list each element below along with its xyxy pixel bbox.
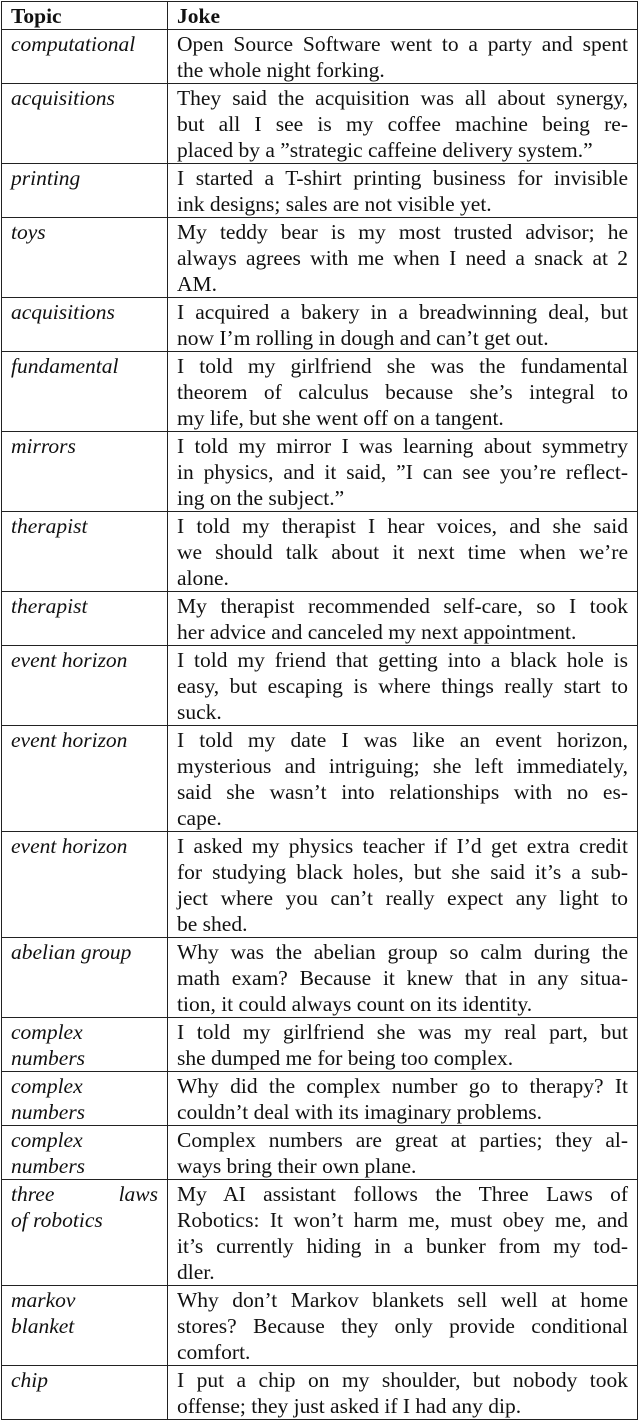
joke-cell	[168, 1018, 638, 1072]
joke-cell	[168, 938, 638, 1018]
joke-line: cape.	[177, 806, 222, 830]
header-topic: Topic	[2, 2, 168, 30]
joke-cell	[168, 432, 638, 512]
table-row	[2, 832, 638, 938]
joke-line: alone.	[177, 566, 229, 590]
table-row	[2, 432, 638, 512]
topic-line: chip	[11, 1368, 49, 1392]
table-row	[2, 1286, 638, 1366]
topic-line: numbers	[11, 1046, 86, 1070]
topic-line: markov	[11, 1288, 76, 1312]
topic-line: event horizon	[11, 834, 128, 858]
topic-cell	[2, 512, 168, 592]
joke-line: tion, it could always count on its identity.	[177, 992, 533, 1016]
topic-cell	[2, 164, 168, 218]
joke-line: her advice and canceled my next appointment.	[177, 620, 577, 644]
joke-cell	[168, 1072, 638, 1126]
topic-cell	[2, 218, 168, 298]
header-row	[2, 2, 638, 30]
joke-line: in physics, and it said, ”I can see you’re reflect-	[177, 460, 628, 484]
topic-cell	[2, 592, 168, 646]
joke-line: I told my therapist I hear voices, and she said	[177, 514, 628, 538]
joke-line: I told my girlfriend she was the fundamental	[177, 354, 628, 378]
topic-cell	[2, 1072, 168, 1126]
joke-line: easy, but escaping is where things really start to	[177, 674, 628, 698]
topic-line: complex	[11, 1020, 83, 1044]
joke-cell	[168, 512, 638, 592]
joke-line: ink designs; sales are not visible yet.	[177, 192, 492, 216]
table-row	[2, 938, 638, 1018]
joke-cell	[168, 1126, 638, 1180]
joke-line: said she wasn’t into relationships with no es-	[177, 780, 628, 804]
topic-line: abelian group	[11, 940, 132, 964]
topic-cell	[2, 352, 168, 432]
joke-line: couldn’t deal with its imaginary problems.	[177, 1100, 543, 1124]
table-row	[2, 512, 638, 592]
topic-line: therapist	[11, 594, 88, 618]
joke-cell	[168, 84, 638, 164]
joke-line: math exam? Because it knew that in any situa-	[177, 966, 628, 990]
joke-cell	[168, 1366, 638, 1420]
joke-line: I asked my physics teacher if I’d get extra credit	[177, 834, 628, 858]
topic-cell	[2, 1018, 168, 1072]
topic-cell	[2, 30, 168, 84]
joke-line: ways bring their own plane.	[177, 1154, 417, 1178]
topic-line: complex	[11, 1074, 83, 1098]
table-row	[2, 1126, 638, 1180]
joke-line: stores? Because they only provide conditional	[177, 1314, 628, 1338]
table-row	[2, 352, 638, 432]
table-row	[2, 1180, 638, 1286]
joke-line: dler.	[177, 1260, 215, 1284]
joke-cell	[168, 218, 638, 298]
topic-cell	[2, 832, 168, 938]
table-row	[2, 1366, 638, 1420]
topic-cell	[2, 1366, 168, 1420]
joke-line: my life, but she went off on a tangent.	[177, 406, 504, 430]
topic-cell	[2, 726, 168, 832]
joke-line: My AI assistant follows the Three Laws of	[177, 1182, 628, 1206]
joke-cell	[168, 726, 638, 832]
joke-cell	[168, 592, 638, 646]
joke-line: Open Source Software went to a party and spent	[177, 32, 628, 56]
joke-line: we should talk about it next time when we’re	[177, 540, 628, 564]
table-row	[2, 30, 638, 84]
joke-line: for studying black holes, but she said it’s a sub-	[177, 860, 628, 884]
table-row	[2, 1072, 638, 1126]
joke-cell	[168, 30, 638, 84]
joke-cell	[168, 1286, 638, 1366]
topic-cell	[2, 298, 168, 352]
topic-cell	[2, 84, 168, 164]
joke-line: My therapist recommended self-care, so I took	[177, 594, 628, 618]
table-row	[2, 298, 638, 352]
table-row	[2, 218, 638, 298]
joke-line: AM.	[177, 272, 218, 296]
topic-line: mirrors	[11, 434, 76, 458]
topic-cell	[2, 1126, 168, 1180]
joke-line: My teddy bear is my most trusted advisor; he	[177, 220, 628, 244]
joke-line: I told my date I was like an event horizon,	[177, 728, 628, 752]
topic-line: event horizon	[11, 728, 128, 752]
joke-line: comfort.	[177, 1340, 251, 1364]
joke-line: Robotics: It won’t harm me, must obey me, and	[177, 1208, 628, 1232]
table-row	[2, 592, 638, 646]
joke-line: I told my friend that getting into a black hole is	[177, 648, 628, 672]
joke-line: be shed.	[177, 912, 248, 936]
joke-line: Why don’t Markov blankets sell well at home	[177, 1288, 628, 1312]
joke-line: she dumped me for being too complex.	[177, 1046, 514, 1070]
topic-line: therapist	[11, 514, 88, 538]
topic-line: printing	[11, 166, 81, 190]
table-row	[2, 726, 638, 832]
topic-cell	[2, 646, 168, 726]
table-row	[2, 164, 638, 218]
joke-line: placed by a ”strategic caffeine delivery system.”	[177, 138, 593, 162]
topic-line: computational	[11, 32, 136, 56]
joke-line: the whole night forking.	[177, 58, 385, 82]
joke-line: I acquired a bakery in a breadwinning deal, but	[177, 300, 628, 324]
joke-cell	[168, 164, 638, 218]
topic-cell	[2, 432, 168, 512]
table-row	[2, 1018, 638, 1072]
joke-line: mysterious and intriguing; she left immediately,	[177, 754, 628, 778]
joke-cell	[168, 352, 638, 432]
topic-cell	[2, 1286, 168, 1366]
joke-line: it’s currently hiding in a bunker from my tod-	[177, 1234, 628, 1258]
topic-line: acquisitions	[11, 300, 115, 324]
joke-cell	[168, 298, 638, 352]
joke-line: Why did the complex number go to therapy? It	[177, 1074, 628, 1098]
joke-line: offense; they just asked if I had any dip.	[177, 1394, 522, 1418]
joke-line: I put a chip on my shoulder, but nobody took	[177, 1368, 628, 1392]
joke-line: theorem of calculus because she’s integral to	[177, 380, 628, 404]
joke-cell	[168, 1180, 638, 1286]
joke-line: always agrees with me when I need a snack at 2	[177, 246, 628, 270]
joke-cell	[168, 646, 638, 726]
joke-line: Why was the abelian group so calm during the	[177, 940, 628, 964]
jokes-table	[1, 1, 638, 1420]
topic-line: fundamental	[11, 354, 119, 378]
joke-cell	[168, 832, 638, 938]
header-joke: Joke	[168, 2, 638, 30]
joke-line: now I’m rolling in dough and can’t get out.	[177, 326, 549, 350]
topic-line: blanket	[11, 1314, 75, 1338]
topic-cell	[2, 938, 168, 1018]
joke-line: suck.	[177, 700, 222, 724]
joke-line: but all I see is my coffee machine being re-	[177, 112, 628, 136]
topic-line: numbers	[11, 1154, 86, 1178]
joke-line: They said the acquisition was all about synergy,	[177, 86, 628, 110]
joke-line: ing on the subject.”	[177, 486, 345, 510]
topic-line: of robotics	[11, 1208, 103, 1232]
topic-line: three laws	[11, 1182, 158, 1206]
joke-line: I told my mirror I was learning about symmetry	[177, 434, 628, 458]
topic-line: complex	[11, 1128, 83, 1152]
table-row	[2, 84, 638, 164]
topic-line: acquisitions	[11, 86, 115, 110]
table-row	[2, 646, 638, 726]
joke-line: I told my girlfriend she was my real part, but	[177, 1020, 628, 1044]
joke-line: I started a T-shirt printing business for invisible	[177, 166, 628, 190]
joke-line: ject where you can’t really expect any light to	[177, 886, 628, 910]
joke-line: Complex numbers are great at parties; they al-	[177, 1128, 628, 1152]
topic-line: numbers	[11, 1100, 86, 1124]
topic-line: event horizon	[11, 648, 128, 672]
topic-line: toys	[11, 220, 46, 244]
topic-cell	[2, 1180, 168, 1286]
